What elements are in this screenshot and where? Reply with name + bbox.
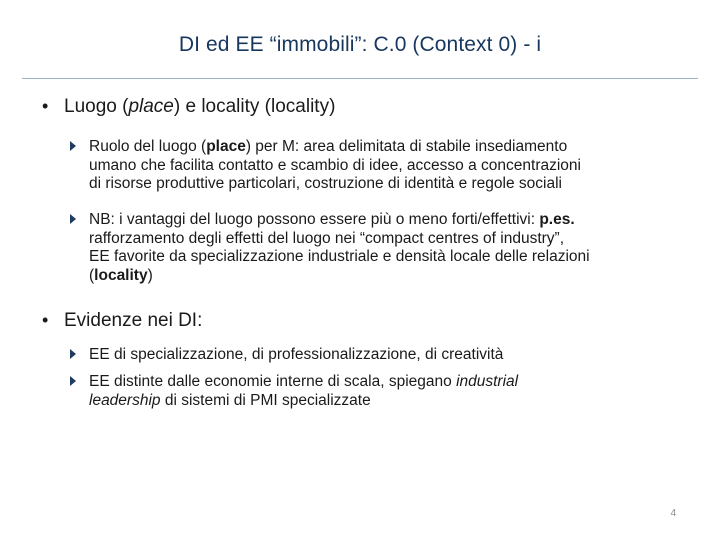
page-number: 4 (670, 508, 676, 519)
sub-bullet-ruolo-luogo (70, 138, 680, 194)
bullet-text-part: Luogo ( (64, 96, 129, 117)
sub-text-line: EE di specializzazione, di professionalizzazione, di creatività (89, 346, 504, 363)
sub-text-part: ) (147, 266, 153, 284)
bullet-marker: • (42, 310, 49, 330)
arrow-bullet-icon (70, 349, 76, 359)
sub-text-line: di risorse produttive particolari, costruzione di identità e regole sociali (89, 175, 562, 192)
sub-text-line: EE favorite da specializzazione industriale e densità locale delle relazioni (89, 248, 590, 265)
bullet-marker: • (42, 96, 49, 116)
sub-bullet-ee-specializzazione (70, 346, 680, 365)
arrow-bullet-icon (70, 214, 76, 224)
arrow-bullet-icon (70, 376, 76, 386)
sub-text-part: NB: i vantaggi del luogo possono essere più o meno forti/effettivi: (89, 211, 540, 228)
sub-text-part: ( (89, 266, 95, 284)
sub-text-part: Ruolo del luogo ( (89, 138, 207, 155)
slide-title: DI ed EE “immobili”: C.0 (Context 0) - i (178, 33, 542, 56)
arrow-bullet-icon (70, 141, 76, 151)
bullet-text-italic: place (128, 96, 174, 117)
sub-bullet-ee-distinte (70, 373, 680, 410)
sub-text-italic: industrial (456, 373, 519, 390)
sub-text-part: di sistemi di PMI specializzate (160, 391, 371, 409)
title-divider (22, 78, 698, 79)
sub-bullet-nb-vantaggi (70, 211, 680, 285)
bullet-text: Evidenze nei DI: (64, 310, 203, 331)
sub-text-line: rafforzamento degli effetti del luogo nei “compact centres of industry”, (89, 229, 565, 247)
sub-text-bold: locality (94, 266, 148, 284)
bullet-evidenze (42, 310, 202, 332)
sub-text-part: EE distinte dalle economie interne di scala, spiegano (89, 373, 457, 390)
bullet-text-part: ) e locality (locality) (173, 96, 336, 117)
sub-text-italic: leadership (89, 391, 161, 409)
sub-text-bold: place (206, 138, 246, 155)
bullet-place-locality (42, 96, 335, 118)
sub-text-line: umano che facilita contatto e scambio di idee, accesso a concentrazioni (89, 156, 581, 174)
sub-text-part: ) per M: area delimitata di stabile insediamento (245, 138, 568, 155)
sub-text-bold: p.es. (539, 211, 575, 228)
